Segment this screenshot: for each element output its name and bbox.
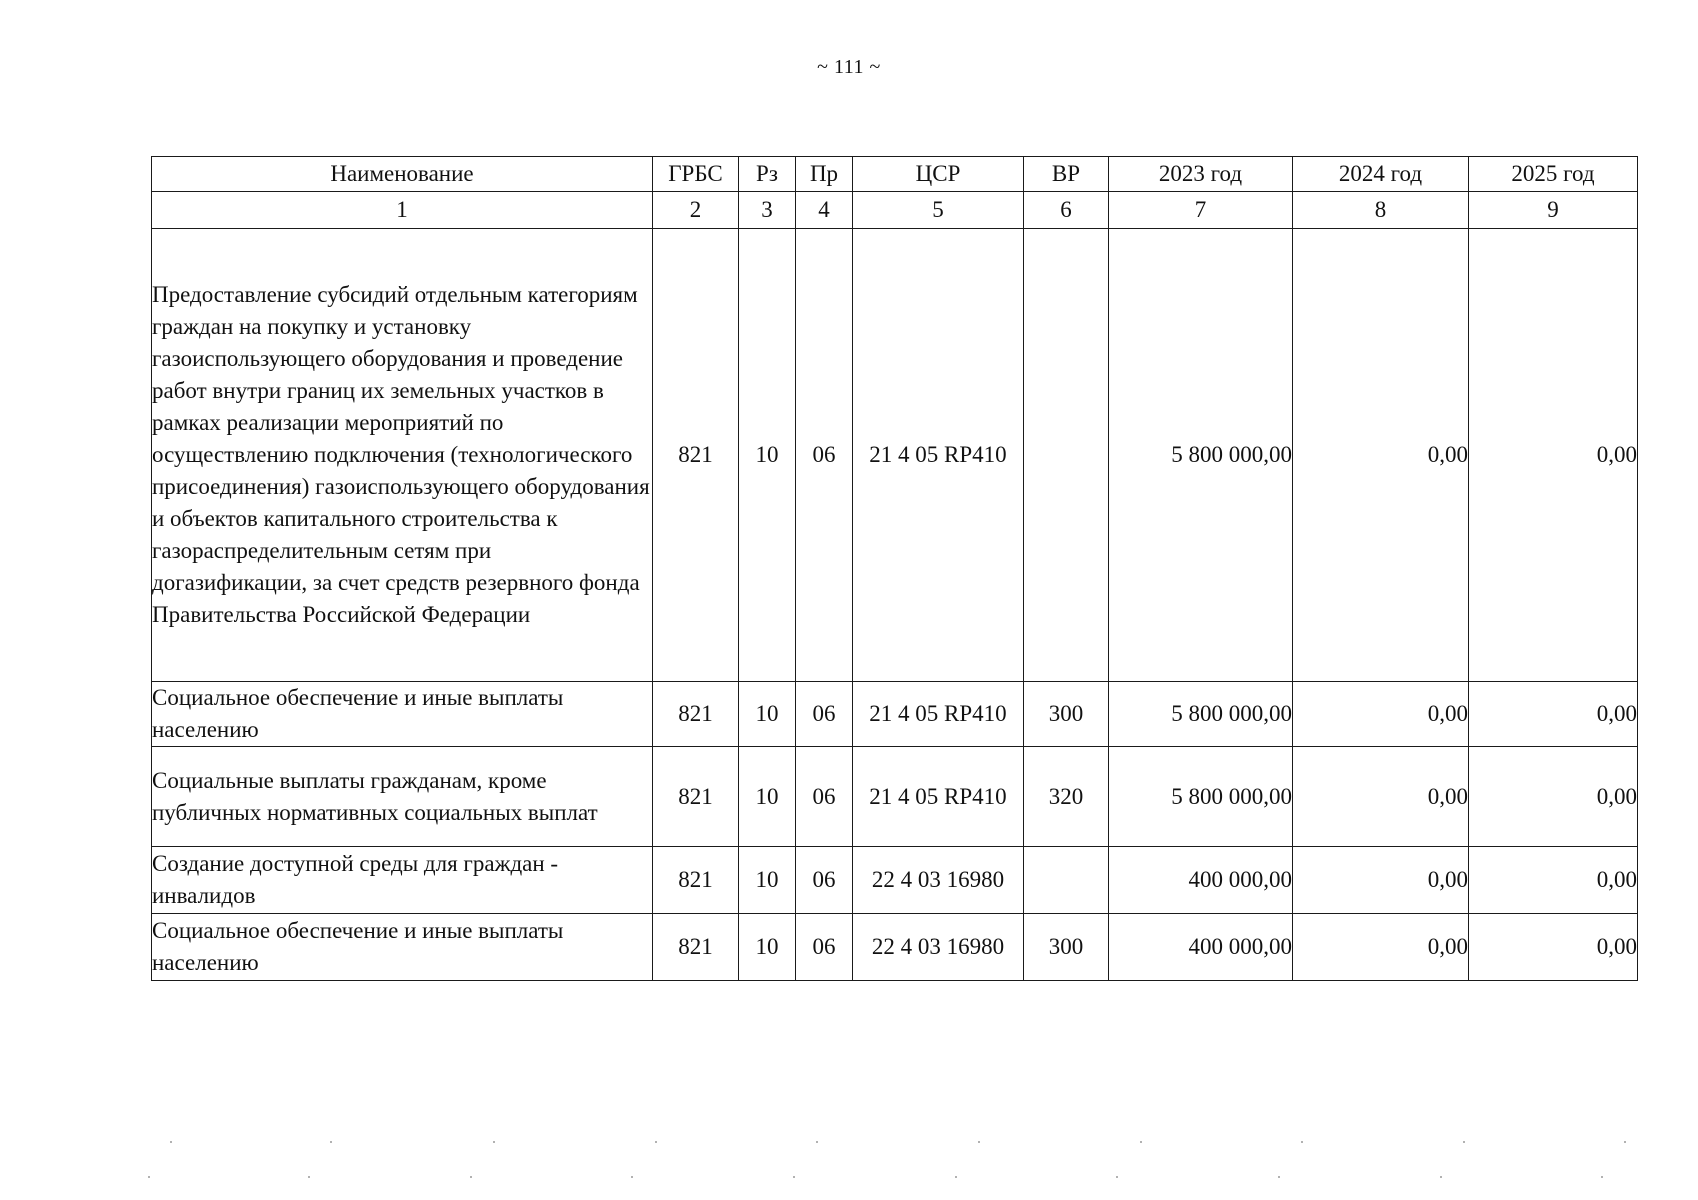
row-rz: 10 [739,229,796,682]
row-amount-2024: 0,00 [1293,747,1469,847]
row-amount-2024: 0,00 [1293,847,1469,914]
row-rz: 10 [739,747,796,847]
row-vr: 300 [1024,682,1109,747]
row-csr: 22 4 03 16980 [853,847,1024,914]
scan-speck [1624,1141,1626,1143]
scan-speck [470,1176,472,1178]
scan-speck [148,1176,150,1178]
row-pr: 06 [796,847,853,914]
header-2024: 2024 год [1293,157,1469,192]
scan-speck [1278,1176,1280,1178]
column-number: 7 [1109,192,1293,229]
scan-speck [170,1141,172,1143]
row-pr: 06 [796,682,853,747]
row-name: Предоставление субсидий отдельным категориям граждан на покупку и установку газоиспользующего оборудования и проведение работ внутри границ их земельных участков в рамках реализации мероприятий по осуществлению подключения (технологического присоединения) газоиспользующего оборудования и объектов капитального строительства к газораспределительным сетям при догазификации, за счет средств резервного фонда Правительства Российской Федерации [152,229,653,682]
row-vr [1024,847,1109,914]
scan-speck [816,1141,818,1143]
row-amount-2023: 400 000,00 [1109,847,1293,914]
column-number: 1 [152,192,653,229]
row-rz: 10 [739,847,796,914]
header-csr: ЦСР [853,157,1024,192]
column-number: 8 [1293,192,1469,229]
row-pr: 06 [796,229,853,682]
header-name: Наименование [152,157,653,192]
row-amount-2025: 0,00 [1469,747,1638,847]
header-row [152,157,1638,192]
row-pr: 06 [796,747,853,847]
table-row [152,914,1638,981]
row-grbs: 821 [653,229,739,682]
scan-speck [1440,1176,1442,1178]
table-row [152,847,1638,914]
row-csr: 21 4 05 RP410 [853,682,1024,747]
scan-speck [1116,1176,1118,1178]
row-grbs: 821 [653,914,739,981]
header-vr: ВР [1024,157,1109,192]
column-number: 2 [653,192,739,229]
header-2023: 2023 год [1109,157,1293,192]
row-amount-2023: 5 800 000,00 [1109,229,1293,682]
row-name: Социальное обеспечение и иные выплаты населению [152,914,653,981]
row-vr: 320 [1024,747,1109,847]
row-amount-2025: 0,00 [1469,229,1638,682]
scan-speck [655,1141,657,1143]
column-number: 4 [796,192,853,229]
scan-speck [631,1176,633,1178]
row-rz: 10 [739,682,796,747]
row-grbs: 821 [653,747,739,847]
column-number: 3 [739,192,796,229]
budget-table [151,156,1638,981]
column-number-row [152,192,1638,229]
scan-speck [493,1141,495,1143]
header-pr: Пр [796,157,853,192]
row-vr [1024,229,1109,682]
header-2025: 2025 год [1469,157,1638,192]
row-name: Социальные выплаты гражданам, кроме публичных нормативных социальных выплат [152,747,653,847]
row-amount-2024: 0,00 [1293,682,1469,747]
row-rz: 10 [739,914,796,981]
scan-speck [793,1176,795,1178]
scan-speck [978,1141,980,1143]
scan-speck [330,1141,332,1143]
column-number: 6 [1024,192,1109,229]
row-grbs: 821 [653,682,739,747]
row-amount-2023: 5 800 000,00 [1109,682,1293,747]
row-amount-2025: 0,00 [1469,682,1638,747]
scan-speck [308,1176,310,1178]
row-name: Социальное обеспечение и иные выплаты населению [152,682,653,747]
row-name: Создание доступной среды для граждан - инвалидов [152,847,653,914]
row-amount-2025: 0,00 [1469,914,1638,981]
row-amount-2024: 0,00 [1293,914,1469,981]
header-rz: Рз [739,157,796,192]
page-number: ~ 111 ~ [817,56,881,78]
scan-speck [1301,1141,1303,1143]
scan-speck [1601,1176,1603,1178]
column-number: 5 [853,192,1024,229]
scan-speck [1463,1141,1465,1143]
row-csr: 21 4 05 RP410 [853,747,1024,847]
row-csr: 21 4 05 RP410 [853,229,1024,682]
row-csr: 22 4 03 16980 [853,914,1024,981]
row-amount-2023: 5 800 000,00 [1109,747,1293,847]
row-amount-2025: 0,00 [1469,847,1638,914]
row-pr: 06 [796,914,853,981]
column-number: 9 [1469,192,1638,229]
table-row [152,682,1638,747]
scan-speck [955,1176,957,1178]
row-amount-2024: 0,00 [1293,229,1469,682]
row-vr: 300 [1024,914,1109,981]
header-grbs: ГРБС [653,157,739,192]
row-grbs: 821 [653,847,739,914]
table-row [152,747,1638,847]
row-amount-2023: 400 000,00 [1109,914,1293,981]
scan-speck [1140,1141,1142,1143]
table-row [152,229,1638,682]
